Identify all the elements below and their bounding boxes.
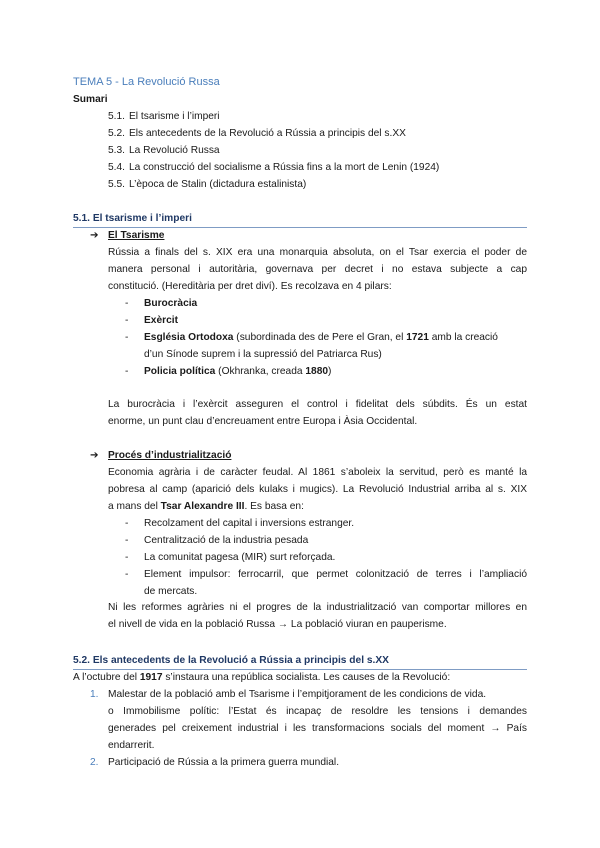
paragraph-industrialitzacio-outro — [108, 599, 527, 633]
bullet-text: La comunitat pagesa (MIR) surt reforçada. — [144, 552, 336, 563]
causes-list — [90, 686, 527, 771]
industrialitzacio-bullets — [125, 515, 527, 600]
toc-item — [108, 108, 439, 125]
toc-text: El tsarisme i l’imperi — [129, 111, 220, 122]
toc-item — [108, 142, 439, 159]
paragraph-tsarisme-intro — [108, 244, 527, 295]
paragraph-5-2-intro — [73, 669, 527, 686]
section-heading-5-2: 5.2. Els antecedents de la Revolució a Rússia a principis del s.XX — [73, 652, 527, 670]
subheading-industrialitzacio — [90, 447, 231, 464]
toc-number: 5.2. — [108, 128, 125, 139]
bullet-text: de mercats. — [144, 586, 198, 597]
arrow-icon: ➔ — [90, 450, 99, 461]
list-item: - Centralització de la industria pesada — [125, 535, 309, 546]
list-item: - Element impulsor: ferrocarril, que permet colonització de terres i l’ampliació de mercats. — [125, 566, 527, 600]
text-fragment: s’instaura una república socialista. Les causes de la Revolució: — [162, 672, 451, 683]
cause-text: Participació de Rússia a la primera guerra mundial. — [108, 757, 340, 768]
sub-item-text: endarrerit. — [108, 740, 155, 751]
subheading-text: Procés d’industrialització — [108, 450, 232, 461]
text-bold: Tsar Alexandre III — [160, 501, 245, 512]
bullet-text: Recolzament del capital i inversions estranger. — [144, 518, 355, 529]
list-item: - La comunitat pagesa (MIR) surt reforçada. — [125, 552, 336, 563]
toc-item — [108, 159, 439, 176]
text-line: constitució. (Hereditària per dret diví). Es recolzava en 4 pilars: — [108, 281, 392, 292]
pillar-detail: (subordinada des de Pere el Gran, el — [233, 332, 407, 343]
list-item — [90, 754, 527, 771]
pillar-detail: d’un Sínode suprem i la supressió del Patriarca Rus) — [144, 349, 382, 360]
toc-number: 5.5. — [108, 179, 125, 190]
toc-number: 5.1. — [108, 111, 125, 122]
arrow-icon: ➔ — [90, 230, 99, 241]
document-title: TEMA 5 - La Revolució Russa — [73, 76, 220, 88]
toc-number: 5.4. — [108, 162, 125, 173]
text-line: Rússia a finals del s. XIX era una monarquia absoluta, on el Tsar exercia el poder de — [108, 247, 527, 258]
pillar-text: Església Ortodoxa — [144, 332, 234, 343]
list-number: 1. — [90, 689, 99, 700]
pillar-detail: amb la creació — [428, 332, 498, 343]
list-item: - Exèrcit — [125, 315, 178, 326]
pillar-text: Policia política — [144, 366, 216, 377]
section-heading-5-1: 5.1. El tsarisme i l’imperi — [73, 210, 527, 228]
list-item: - Burocràcia — [125, 298, 198, 309]
list-item: - Església Ortodoxa (subordinada des de Pere el Gran, el 1721 amb la creació d’un Sínode suprem i la supressió del Patriarca Rus) — [125, 329, 527, 363]
toc-text: La construcció del socialisme a Rússia fins a la mort de Lenin (1924) — [129, 162, 440, 173]
table-of-contents — [108, 108, 439, 193]
cause-text: Malestar de la població amb el Tsarisme i l’empitjorament de les condicions de vida. — [108, 689, 487, 700]
pillar-detail: (Okhranka, creada — [215, 366, 306, 377]
sub-item-text: o Immobilisme polític: l’Estat és incapaç de resoldre les tensions i demandes — [108, 706, 527, 717]
text-fragment: a mans del — [108, 501, 161, 512]
text-line: pobresa al camp (aparició dels kulaks i mugics). La Revolució Industrial arriba al s. XIX — [108, 484, 527, 495]
pillar-year: 1880 — [305, 366, 329, 377]
bullet-text: Element impulsor: ferrocarril, que permet colonització de terres i l’ampliació — [144, 569, 527, 580]
text-line: Economia agrària i de caràcter feudal. Al 1861 s’aboleix la servitud, però es manté la — [108, 467, 527, 478]
toc-text: La Revolució Russa — [129, 145, 220, 156]
toc-text: Els antecedents de la Revolució a Rússia a principis del s.XX — [129, 128, 406, 139]
pillar-year: 1721 — [406, 332, 429, 343]
text-line: el nivell de vida en la població Russa → La població viuran en pauperisme. — [108, 619, 447, 630]
toc-item — [108, 125, 439, 142]
text-fragment: . Es basa en: — [244, 501, 304, 512]
list-number: 2. — [90, 757, 99, 768]
sub-item-text: generades pel creixement industrial i les transformacions socials del moment → País — [108, 723, 527, 734]
paragraph-tsarisme-outro — [108, 396, 527, 430]
pillar-detail: ) — [328, 366, 332, 377]
pillar-text: Burocràcia — [144, 298, 198, 309]
list-item: - Recolzament del capital i inversions estranger. — [125, 518, 355, 529]
pillar-text: Exèrcit — [144, 315, 178, 326]
text-fragment: A l’octubre del — [73, 672, 140, 683]
toc-number: 5.3. — [108, 145, 125, 156]
paragraph-industrialitzacio — [108, 464, 527, 515]
toc-item — [108, 176, 439, 193]
text-line: Ni les reformes agràries ni el progres de la industrialització van comportar millores en — [108, 602, 527, 613]
toc-text: L’època de Stalin (dictadura estalinista) — [129, 179, 307, 190]
text-line: La burocràcia i l’exèrcit asseguren el control i fidelitat dels súbdits. És un estat — [108, 399, 527, 410]
summary-label: Sumari — [73, 94, 108, 105]
list-item: - Policia política (Okhranka, creada 1880) — [125, 366, 332, 377]
bullet-text: Centralització de la industria pesada — [144, 535, 309, 546]
subheading-text: El Tsarisme — [108, 230, 165, 241]
list-item — [90, 686, 527, 754]
text-line: manera personal i autoritària, governava per decret i no estava subjecte a cap — [108, 264, 527, 275]
text-bold: 1917 — [139, 672, 163, 683]
pillars-list — [125, 295, 527, 380]
text-line: enorme, un punt clau d’encreuament entre Europa i Àsia Occidental. — [108, 416, 418, 427]
subheading-tsarisme — [90, 227, 164, 244]
